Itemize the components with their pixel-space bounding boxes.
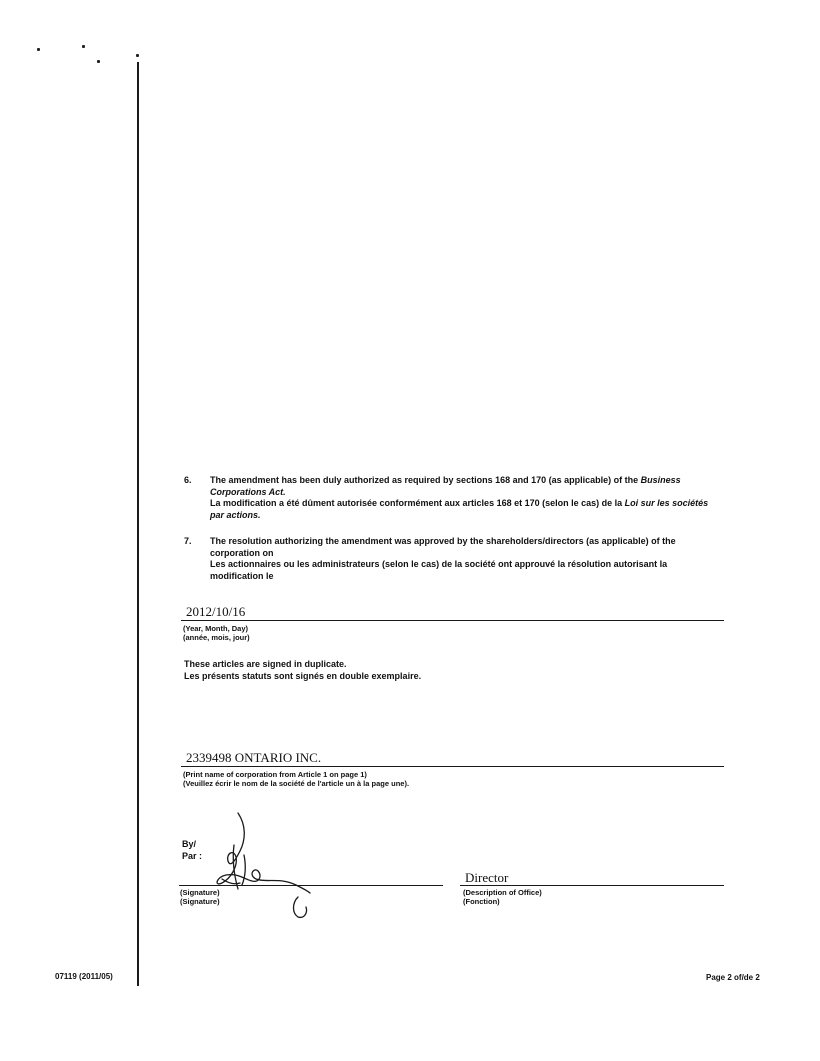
by-label: By/ Par : bbox=[182, 839, 203, 861]
duplicate-statement: These articles are signed in duplicate. Les présents statuts sont signés en double exemplaire. bbox=[184, 659, 422, 681]
item-text-en: The resolution authorizing the amendment was approved by the shareholders/directors (as applicable) of the corporation on bbox=[210, 536, 676, 558]
item-text-fr: Les actionnaires ou les administrateurs (selon le cas) de la société ont approuvé la résolution autorisant la modification le bbox=[210, 559, 668, 581]
item-number: 6. bbox=[184, 475, 192, 485]
item-text-fr: La modification a été dûment autorisée conformément aux articles 168 et 170 (selon le cas) de la Loi sur les sociétés par actions. bbox=[210, 498, 709, 520]
office-caption: (Description of Office) (Fonction) bbox=[463, 888, 542, 906]
scan-speck bbox=[82, 45, 85, 48]
office-value: Director bbox=[465, 870, 509, 885]
handwritten-signature bbox=[200, 805, 330, 920]
scan-speck bbox=[136, 54, 139, 57]
office-rule bbox=[460, 885, 724, 886]
date-caption: (Year, Month, Day) (année, mois, jour) bbox=[183, 624, 250, 642]
date-rule bbox=[181, 620, 724, 621]
scan-speck bbox=[37, 48, 40, 51]
act-name: Business Corporations Act. bbox=[210, 475, 681, 497]
corporation-caption: (Print name of corporation from Article 1 on page 1) (Veuillez écrir le nom de la société de l'article un à la page une). bbox=[183, 770, 410, 788]
corporation-rule bbox=[181, 766, 724, 767]
margin-rule bbox=[137, 62, 139, 986]
form-number: 07119 (2011/05) bbox=[55, 972, 113, 981]
page-number: Page 2 of/de 2 bbox=[706, 973, 760, 982]
resolution-date-value: 2012/10/16 bbox=[186, 604, 246, 619]
item-text-en: The amendment has been duly authorized as required by sections 168 and 170 (as applicable) of the Business Corporations Act. bbox=[210, 475, 681, 497]
corporation-name-value: 2339498 ONTARIO INC. bbox=[186, 750, 322, 765]
signature-caption: (Signature) (Signature) bbox=[180, 888, 220, 906]
item-number: 7. bbox=[184, 536, 192, 546]
scan-speck bbox=[97, 60, 100, 63]
loi-name: Loi sur les sociétés par actions. bbox=[210, 498, 709, 520]
